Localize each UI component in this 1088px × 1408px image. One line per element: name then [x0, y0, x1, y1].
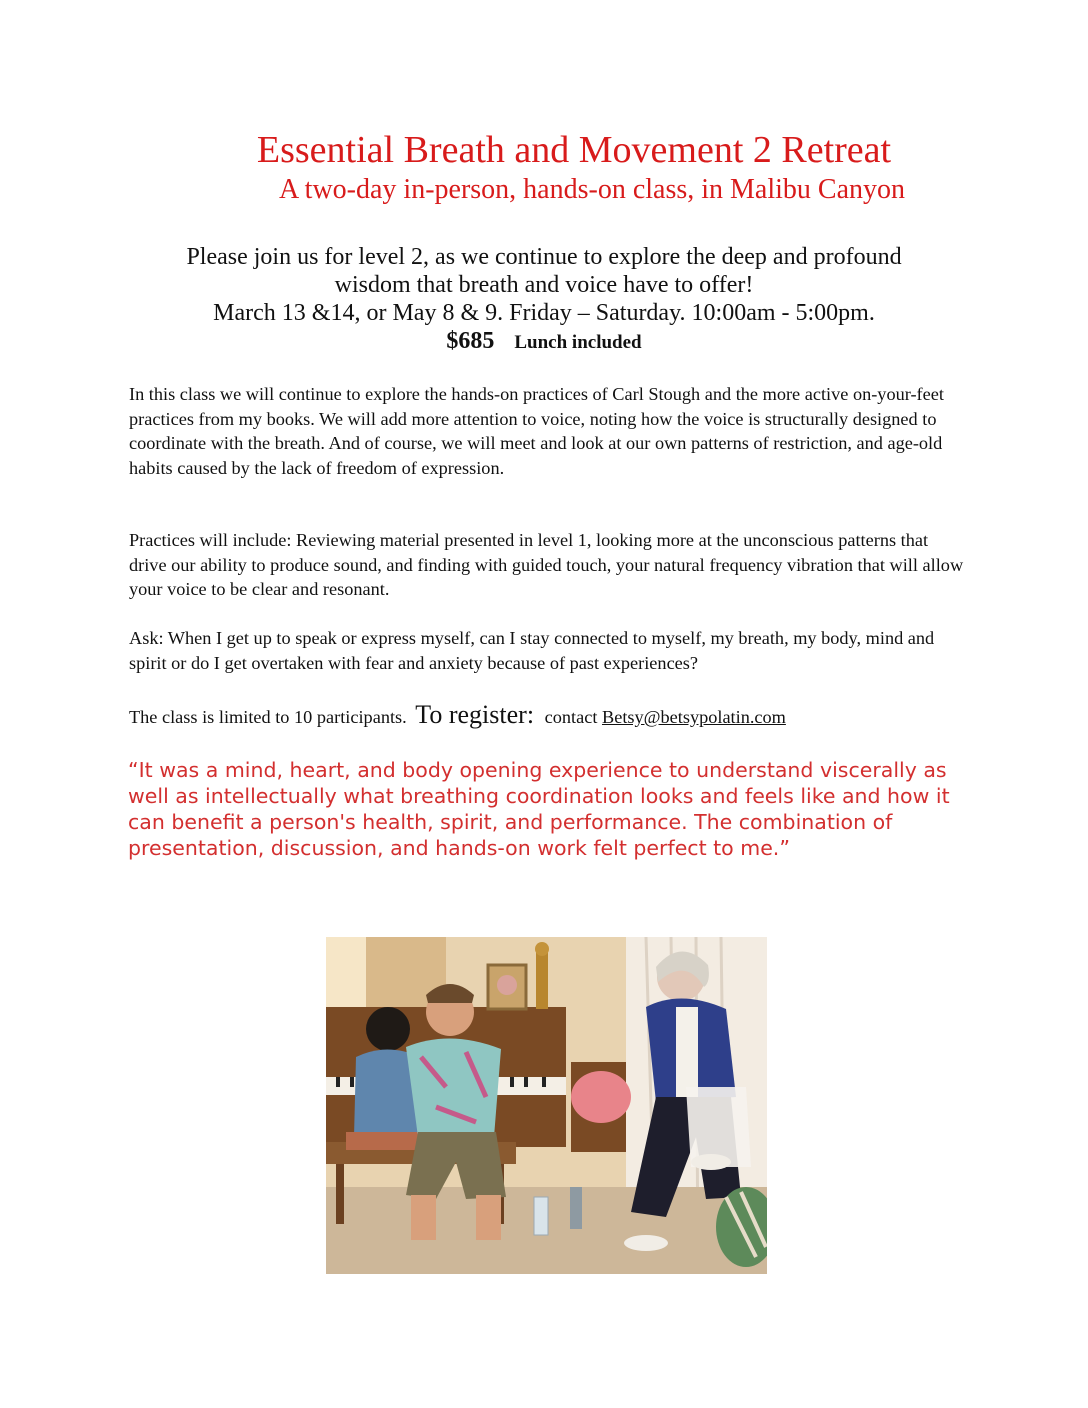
testimonial-quote: “It was a mind, heart, and body opening experience to understand viscerally as well as intellectually what breathing coordination looks and feels like and how it can benefit a person's health, spirit, and performance. The combination of presentation, discussion, and hands-on work felt perfect to me.” [128, 758, 950, 860]
intro-line-2: wisdom that breath and voice have to offer! [334, 272, 754, 298]
page-subtitle: A two-day in-person, hands-on class, in Malibu Canyon [278, 174, 906, 205]
class-photo-illustration [326, 937, 767, 1274]
participant-limit: The class is limited to 10 participants. [129, 707, 407, 727]
registration-line [129, 700, 786, 730]
email-link[interactable]: Betsy@betsypolatin.com [602, 707, 786, 727]
page-title: Essential Breath and Movement 2 Retreat [256, 129, 892, 171]
description-paragraph: In this class we will continue to explore the hands-on practices of Carl Stough and the more active on-your-feet practices from my books. We will add more attention to voice, noting how the voice is structurally designed to coordinate with the breath. And of course, we will meet and look at our own patterns of restriction, and age-old habits caused by the lack of freedom of expression. [129, 384, 944, 478]
price-line [0, 328, 1088, 355]
class-photo [326, 937, 767, 1274]
price: $685 [446, 328, 495, 354]
lunch-note: Lunch included [514, 332, 642, 353]
ask-paragraph: Ask: When I get up to speak or express myself, can I stay connected to myself, my breath, my body, mind and spirit or do I get overtaken with fear and anxiety because of past experiences? [129, 628, 935, 673]
practices-paragraph: Practices will include: Reviewing material presented in level 1, looking more at the unconscious patterns that drive our ability to produce sound, and finding with guided touch, your natural frequency vibration that will allow your voice to be clear and resonant. [129, 530, 964, 599]
register-label: To register: [415, 700, 535, 729]
contact-label: contact [544, 707, 598, 727]
intro-dates-line: March 13 &14, or May 8 & 9. Friday – Saturday. 10:00am - 5:00pm. [213, 300, 875, 326]
intro-line-1: Please join us for level 2, as we continue to explore the deep and profound [186, 244, 902, 270]
